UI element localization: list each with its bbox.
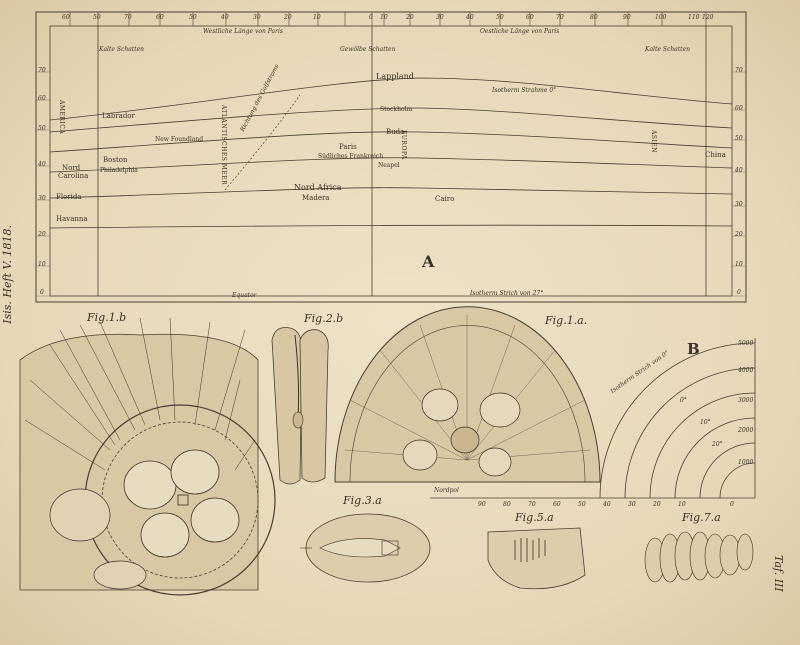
chart-b-tick-40: 40 — [603, 501, 611, 508]
lat-right-30: 30 — [735, 201, 743, 208]
place-sudfrankreich: Südliches Frankreich — [318, 153, 384, 160]
chart-b-tick-90: 90 — [478, 501, 486, 508]
margin-right-inscription: Taf. III — [772, 555, 785, 592]
chart-b-tick-0: 0 — [730, 501, 734, 508]
deg-e100: 100 — [655, 14, 667, 21]
map-a-isotherms — [50, 78, 732, 228]
place-nord-africa: Nord Africa — [294, 183, 342, 192]
deg-w30: 30 — [253, 14, 261, 21]
lat-left-0: 0 — [40, 289, 44, 296]
place-paris: Paris — [339, 143, 357, 151]
place-lappland: Lappland — [376, 72, 414, 81]
margin-left-inscription: Isis. Heft V. 1818. — [1, 225, 14, 324]
deg-w50b: 50 — [189, 14, 197, 21]
map-a-outer-frame — [36, 12, 746, 302]
lat-right-0: 0 — [737, 289, 741, 296]
lat-left-10: 10 — [38, 261, 46, 268]
chart-b-tick-50: 50 — [578, 501, 586, 508]
lat-left-70: 70 — [38, 67, 46, 74]
chart-b-r3000: 3000 — [738, 397, 754, 404]
deg-w60b: 60 — [156, 14, 164, 21]
lat-right-50: 50 — [735, 135, 743, 142]
fig1b-label: Fig.1.b — [87, 311, 127, 324]
fig5a-drawing — [488, 528, 585, 589]
deg-e50: 50 — [496, 14, 504, 21]
place-buda: Buda — [386, 128, 405, 136]
chart-b-deg20: 20° — [712, 441, 723, 448]
chart-b-tick-70: 70 — [528, 501, 536, 508]
place-havanna: Havanna — [56, 215, 88, 223]
place-new-foundland: New Foundland — [155, 136, 204, 143]
map-a-top-ticks — [70, 12, 706, 26]
atlantic-label: ATLANTISCHES MEER — [220, 105, 227, 186]
fig2b-label: Fig.2.b — [304, 312, 344, 325]
longitude-west-label: Westliche Länge von Paris — [203, 28, 283, 35]
lat-left-20: 20 — [38, 231, 46, 238]
deg-e10: 10 — [380, 14, 388, 21]
place-nord: Nord — [62, 164, 81, 172]
chart-b-tick-60: 60 — [553, 501, 561, 508]
place-stockholm: Stockholm — [380, 106, 413, 113]
place-labrador: Labrador — [102, 112, 135, 120]
region-europa: EUROPA — [400, 130, 407, 160]
chart-b-deg0: 0° — [680, 397, 687, 404]
fig7a-label: Fig.7.a — [682, 511, 721, 524]
place-cairo: Cairo — [435, 195, 455, 203]
lat-right-20: 20 — [735, 231, 743, 238]
deg-0: 0 — [369, 14, 373, 21]
lat-left-30: 30 — [38, 195, 46, 202]
zone-cold-left: Kalte Schatten — [99, 46, 144, 53]
isotherm-top-label: Isotherm Strahme 0° — [492, 87, 557, 94]
deg-e20: 20 — [406, 14, 414, 21]
lat-left-60: 60 — [38, 95, 46, 102]
chart-b-tick-30: 30 — [628, 501, 636, 508]
lat-right-40: 40 — [735, 167, 743, 174]
zone-equal: Gewölbe Schatten — [340, 46, 396, 53]
chart-b-r4000: 4000 — [738, 367, 754, 374]
fig7a-drawing — [645, 532, 753, 582]
fig1a-drawing — [335, 307, 600, 482]
deg-e70: 70 — [556, 14, 564, 21]
deg-e120: 120 — [702, 14, 714, 21]
region-america: AMERICA — [58, 100, 65, 135]
deg-e60: 60 — [526, 14, 534, 21]
chart-b-deg10: 10° — [700, 419, 711, 426]
map-a-inner-frame — [50, 26, 732, 296]
isotherm-bottom-label: Isotherm Strich von 27° — [470, 290, 544, 297]
chart-b-r1000: 1000 — [738, 459, 754, 466]
map-a-label: A — [422, 252, 435, 271]
chart-b-tick-20: 20 — [653, 501, 661, 508]
lat-left-40: 40 — [38, 161, 46, 168]
chart-b-curve-label: Isotherm Strich von 0° — [609, 349, 671, 395]
deg-e30: 30 — [436, 14, 444, 21]
chart-b-nordpol: Nordpol — [434, 487, 459, 494]
fig5a-label: Fig.5.a — [515, 511, 554, 524]
deg-w60: 60 — [62, 14, 70, 21]
place-carolina: Carolina — [58, 172, 89, 180]
deg-w20: 20 — [284, 14, 292, 21]
place-philadelphia: Philadelphia — [100, 167, 138, 174]
fig1b-drawing — [20, 318, 275, 595]
place-neapel: Neapel — [378, 162, 400, 169]
fig2b-drawing — [272, 328, 328, 485]
deg-w40: 40 — [221, 14, 229, 21]
deg-e80: 80 — [590, 14, 598, 21]
chart-b-tick-10: 10 — [678, 501, 686, 508]
deg-e40: 40 — [466, 14, 474, 21]
lat-left-50: 50 — [38, 125, 46, 132]
place-florida: Florida — [56, 193, 82, 201]
place-china: China — [705, 151, 726, 159]
gulf-stream-label: Richtung des Golfstroms — [239, 63, 281, 133]
deg-w50: 50 — [93, 14, 101, 21]
longitude-east-label: Oestliche Länge von Paris — [480, 28, 560, 35]
lat-right-10: 10 — [735, 261, 743, 268]
region-asien: ASIEN — [650, 130, 657, 153]
deg-w70: 70 — [124, 14, 132, 21]
chart-b-r2000: 2000 — [738, 427, 754, 434]
place-boston: Boston — [103, 156, 128, 164]
deg-e90: 90 — [623, 14, 631, 21]
fig1a-label: Fig.1.a. — [545, 314, 588, 327]
fig3a-drawing — [300, 514, 430, 582]
place-madera: Madera — [302, 194, 330, 202]
chart-b-r5000: 5000 — [738, 340, 754, 347]
chart-b-tick-80: 80 — [503, 501, 511, 508]
map-a-gulf-stream-path — [225, 95, 300, 190]
equator-label: Equator — [232, 292, 257, 299]
lat-right-60: 60 — [735, 105, 743, 112]
deg-e110: 110 — [688, 14, 700, 21]
zone-cold-right: Kalte Schatten — [645, 46, 690, 53]
fig3a-label: Fig.3.a — [343, 494, 382, 507]
chart-b-label: B — [687, 340, 700, 358]
deg-w10: 10 — [313, 14, 321, 21]
lat-right-70: 70 — [735, 67, 743, 74]
chart-b-arcs — [600, 340, 755, 498]
